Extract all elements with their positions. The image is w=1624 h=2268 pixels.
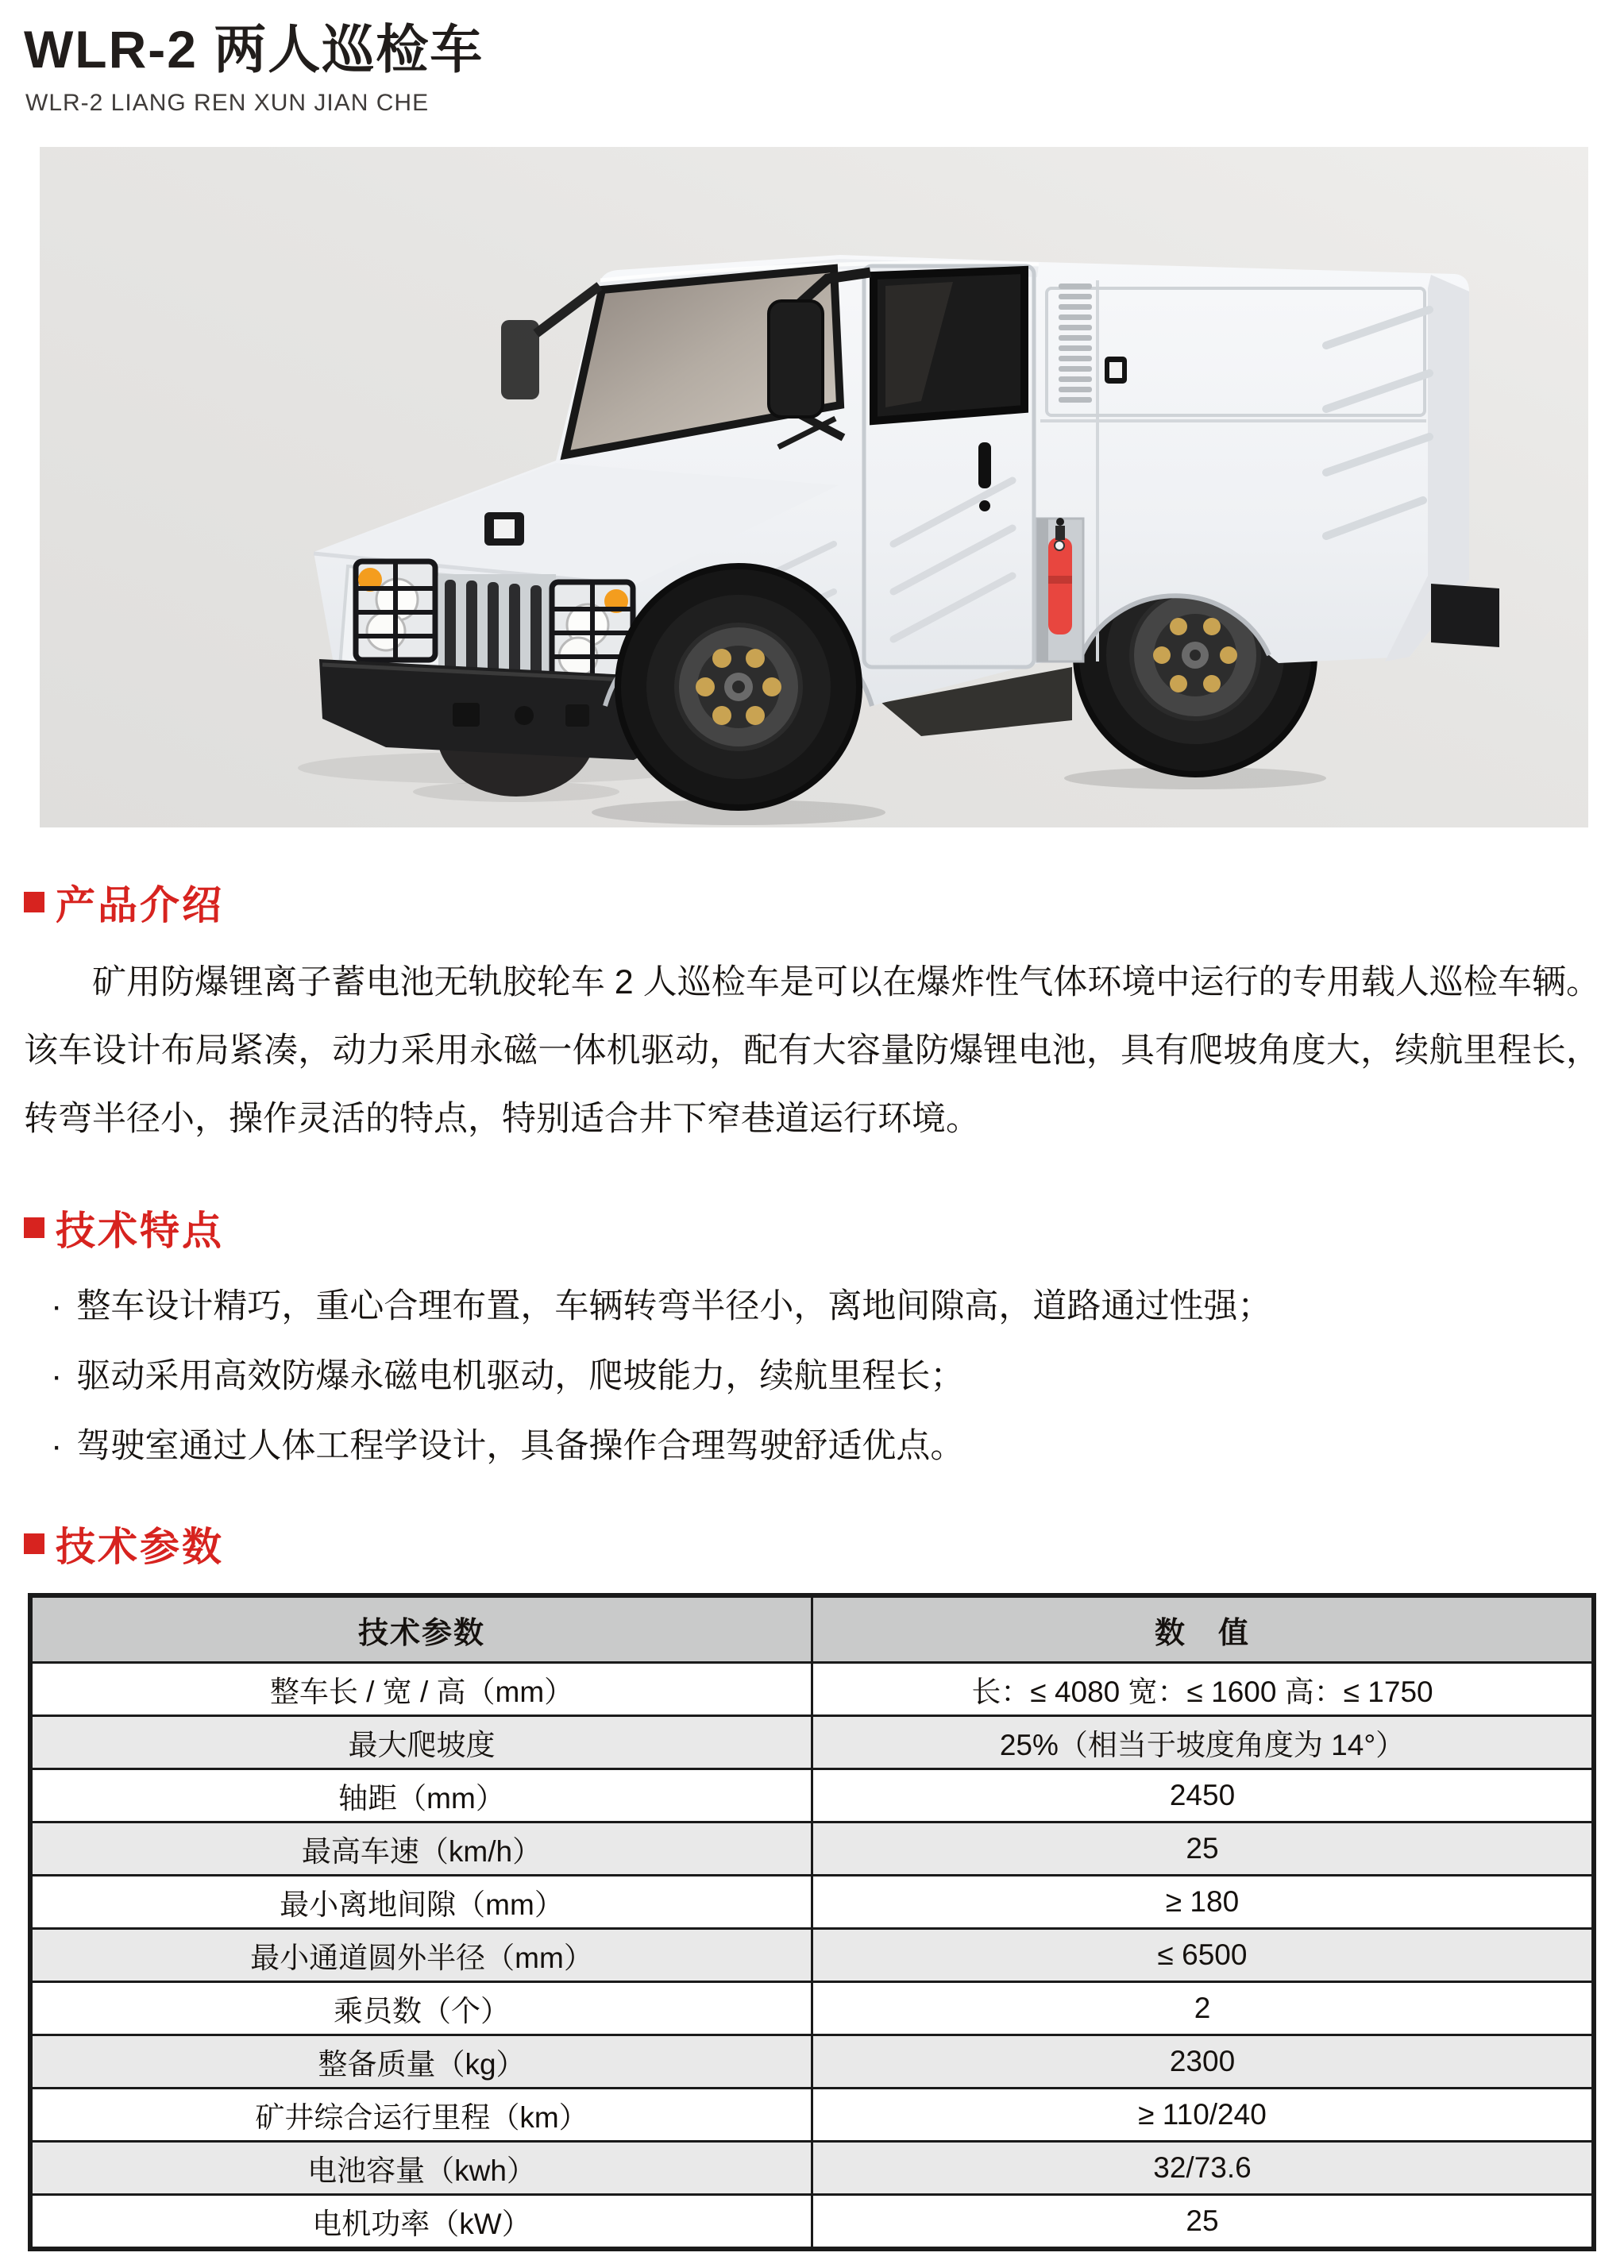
section-heading-intro-label: 产品介绍 [56,883,224,928]
param-name-cell: 矿井综合运行里程（km） [30,2089,812,2142]
param-value-cell: ≤ 6500 [812,1929,1595,1982]
table-row [30,1929,1594,1982]
table-row [30,1663,1594,1716]
feature-item-text: 驾驶室通过人体工程学设计，具备操作合理驾驶舒适优点。 [76,1427,965,1466]
param-value-cell: 2 [812,1982,1595,2035]
section-heading-intro [24,874,1624,931]
table-row [30,2035,1594,2089]
dot-bullet: · [51,1287,63,1326]
value-column-header: 数 值 [812,1595,1595,1663]
table-row [30,1716,1594,1769]
param-name-cell: 最小离地间隙（mm） [30,1876,812,1929]
feature-item [51,1423,1600,1469]
feature-item [51,1353,1600,1399]
product-photo [40,147,1588,827]
param-value-cell: 2450 [812,1769,1595,1822]
table-row [30,1769,1594,1822]
param-name-cell: 电机功率（kW） [30,2195,812,2250]
param-name-cell: 电池容量（kwh） [30,2142,812,2195]
param-value-cell: ≥ 110/240 [812,2089,1595,2142]
param-name-cell: 最高车速（km/h） [30,1822,812,1876]
intro-paragraph: 矿用防爆锂离子蓄电池无轨胶轮车 2 人巡检车是可以在爆炸性气体环境中运行的专用载人巡检车辆。该车设计布局紧凑，动力采用永磁一体机驱动，配有大容量防爆锂电池，具有爬坡角度大，续航里程长，转弯半径小，操作灵活的特点，特别适合井下窄巷道运行环境。 [24,963,1600,1139]
param-column-header: 技术参数 [30,1595,812,1663]
param-value-cell: 32/73.6 [812,2142,1595,2195]
truck-illustration [40,147,1588,827]
param-name-cell: 最小通道圆外半径（mm） [30,1929,812,1982]
param-name-cell: 轴距（mm） [30,1769,812,1822]
params-table-body [30,1663,1594,2250]
param-name-cell: 最大爬坡度 [30,1716,812,1769]
red-square-bullet [24,892,44,912]
dot-bullet: · [51,1357,63,1396]
param-value-cell: 2300 [812,2035,1595,2089]
red-square-bullet [24,1217,44,1238]
table-header-row [30,1595,1594,1663]
param-name-cell: 整车长 / 宽 / 高（mm） [30,1663,812,1716]
table-row [30,1822,1594,1876]
param-value-cell: ≥ 180 [812,1876,1595,1929]
table-row [30,1982,1594,2035]
param-value-cell: 长：≤ 4080 宽：≤ 1600 高：≤ 1750 [812,1663,1595,1716]
dot-bullet: · [51,1427,63,1466]
table-row [30,1876,1594,1929]
param-value-cell: 25%（相当于坡度角度为 14°） [812,1716,1595,1769]
section-heading-params [24,1515,1624,1572]
param-name-cell: 整备质量（kg） [30,2035,812,2089]
page-title: WLR-2 两人巡检车 [24,20,484,79]
param-name-cell: 乘员数（个） [30,1982,812,2035]
table-row [30,2195,1594,2250]
table-row [30,2142,1594,2195]
feature-item-text: 驱动采用高效防爆永磁电机驱动，爬坡能力，续航里程长； [76,1357,965,1396]
section-heading-params-label: 技术参数 [56,1525,224,1570]
feature-item-text: 整车设计精巧，重心合理布置，车辆转弯半径小，离地间隙高，道路通过性强； [76,1287,1272,1326]
section-heading-features [24,1199,1624,1256]
page-subtitle: WLR-2 LIANG REN XUN JIAN CHE [25,90,430,117]
table-row [30,2089,1594,2142]
param-value-cell: 25 [812,1822,1595,1876]
param-value-cell: 25 [812,2195,1595,2250]
feature-item [51,1283,1600,1329]
params-table [28,1593,1596,2251]
red-square-bullet [24,1533,44,1554]
section-heading-features-label: 技术特点 [56,1209,224,1254]
features-list [24,1283,1600,1469]
